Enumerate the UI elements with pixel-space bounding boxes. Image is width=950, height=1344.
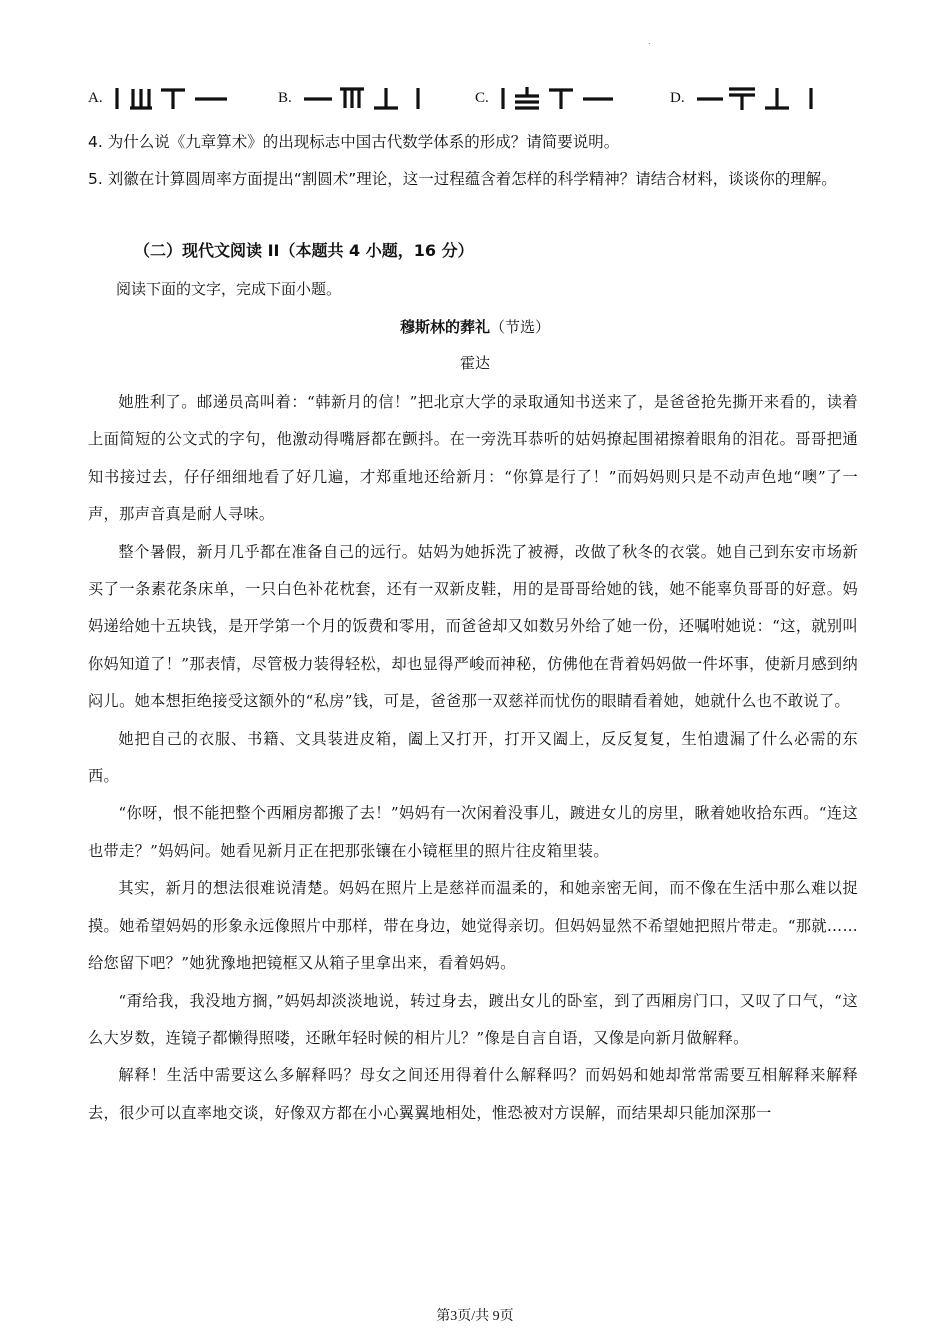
reading-instruction: 阅读下面的文字，完成下面小题。 — [116, 280, 342, 298]
article-title — [0, 316, 950, 337]
option-d[interactable] — [670, 80, 823, 116]
paragraph: 其实，新月的想法很难说清楚。妈妈在照片上是慈祥而温柔的，和她亲密无间，而不像在生活中那么难以捉摸。她希望妈妈的形象永远像照片中那样，带在身边，她觉得亲切。但妈妈显然不希望她把照片带走。“那就……给您留下吧？”她犹豫地把镜框又从箱子里拿出来，看着妈妈。 — [88, 879, 858, 973]
option-a[interactable] — [88, 80, 241, 116]
counting-rod-numeral-d-icon — [693, 83, 823, 113]
option-a-label: A. — [88, 89, 103, 106]
paragraph: 她把自己的衣服、书籍、文具装进皮箱，阖上又打开，打开又阖上，反反复复，生怕遗漏了什么必需的东西。 — [88, 729, 858, 786]
article-author: 霍达 — [459, 354, 490, 372]
counting-rod-numeral-c-icon — [497, 83, 627, 113]
question-5: 5. 刘徽在计算圆周率方面提出“割圆术”理论，这一过程蕴含着怎样的科学精神？请结合材料，谈谈你的理解。 — [88, 170, 837, 188]
article-body — [88, 384, 858, 1132]
option-d-label: D. — [670, 89, 685, 106]
paragraph: “你呀，恨不能把整个西厢房都搬了去！”妈妈有一次闲着没事儿，踱进女儿的房里，瞅着她收拾东西。“连这也带走？”妈妈问。她看见新月正在把那张镶在小镜框里的照片往皮箱里装。 — [88, 804, 858, 860]
paragraph: 解释！生活中需要这么多解释吗？母女之间还用得着什么解释吗？而妈妈和她却常常需要互相解释来解释去，很少可以直率地交谈，好像双方都在小心翼翼地相处，惟恐被对方误解，而结果却只能加深那一 — [88, 1066, 858, 1122]
counting-rod-numeral-a-icon — [111, 83, 241, 113]
answer-options — [88, 80, 868, 116]
option-b-label: B. — [278, 89, 292, 106]
page-footer: 第3页/共 9页 — [436, 1309, 514, 1324]
article-title-note: （节选） — [490, 318, 551, 336]
paragraph: 她胜利了。邮递员高叫着：“韩新月的信！”把北京大学的录取通知书送来了，是爸爸抢先撕开来看的，读着上面简短的公文式的字句，他激动得嘴唇都在颤抖。在一旁洗耳恭听的姑妈撩起围裙擦着眼角的泪花。哥哥把通知书接过去，仔仔细细地看了好几遍，才郑重地还给新月：“你算是行了！”而妈妈则只是不动声色地“噢”了一声，那声音真是耐人寻味。 — [88, 393, 858, 524]
counting-rod-numeral-b-icon — [300, 83, 430, 113]
option-c-label: C. — [475, 89, 489, 106]
header-mark: . — [648, 36, 651, 47]
section-heading: （二）现代文阅读 II（本题共 4 小题，16 分） — [134, 241, 474, 260]
option-c[interactable] — [475, 80, 627, 116]
question-4: 4. 为什么说《九章算术》的出现标志中国古代数学体系的形成？请简要说明。 — [88, 133, 620, 151]
article-title-text: 穆斯林的葬礼 — [399, 318, 490, 336]
paragraph: 整个暑假，新月几乎都在准备自己的远行。姑妈为她拆洗了被褥，改做了秋冬的衣裳。她自己到东安市场新买了一条素花条床单，一只白色补花枕套，还有一双新皮鞋，用的是哥哥给她的钱，她不能辜负哥哥的好意。妈妈递给她十五块钱，是开学第一个月的饭费和零用，而爸爸却又如数另外给了她一份，还嘱咐她说：“这，就别叫你妈知道了！”那表情，尽管极力装得轻松，却也显得严峻而神秘，仿佛他在背着妈妈做一件坏事，使新月感到纳闷儿。她本想拒绝接受这额外的“私房”钱，可是，爸爸那一双慈祥而忧伤的眼睛看着她，她就什么也不敢说了。 — [88, 542, 858, 711]
paragraph: “甭给我，我没地方搁，”妈妈却淡淡地说，转过身去，踱出女儿的卧室，到了西厢房门口，又叹了口气，“这么大岁数，连镜子都懒得照喽，还瞅年轻时候的相片儿？”像是自言自语，又像是向新月做解释。 — [88, 991, 858, 1047]
option-b[interactable] — [278, 80, 430, 116]
